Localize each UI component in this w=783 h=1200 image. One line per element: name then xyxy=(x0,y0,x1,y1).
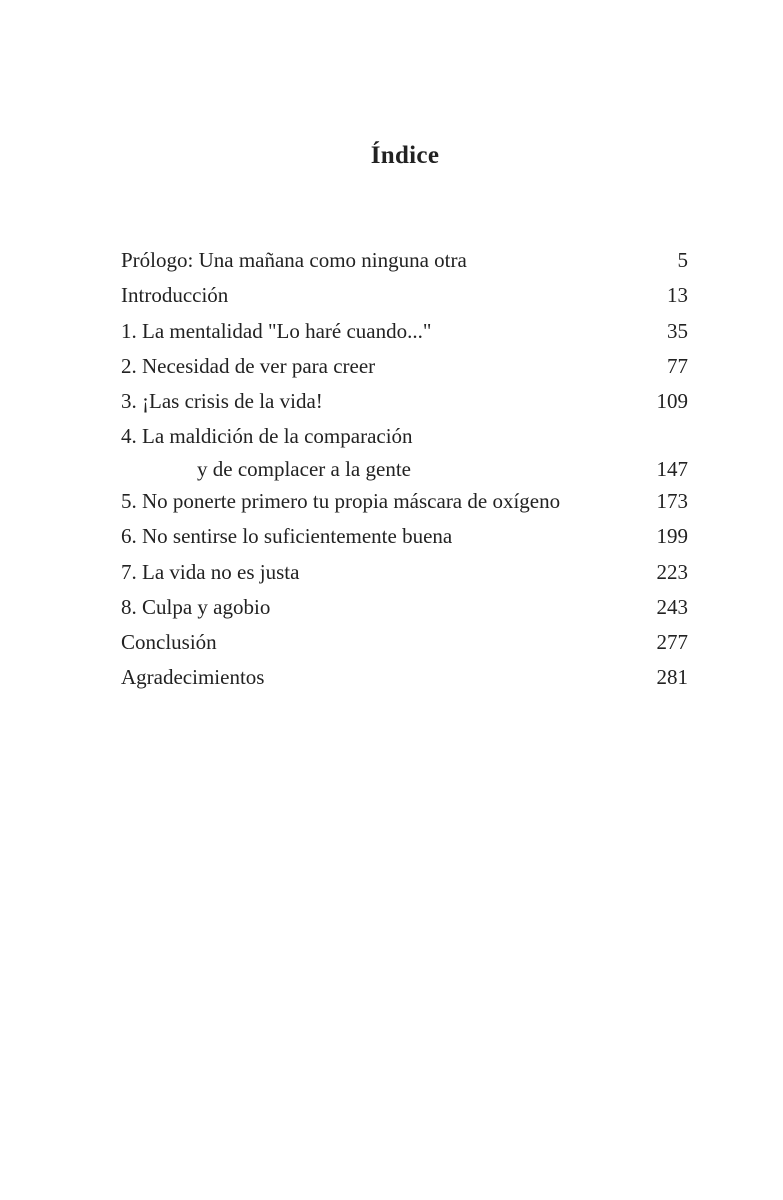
toc-entry-label: Agradecimientos xyxy=(121,665,265,690)
toc-entry xyxy=(121,484,688,519)
toc-entry-label: 1. La mentalidad "Lo haré cuando..." xyxy=(121,318,432,343)
toc-entry-label-continuation: y de complacer a la gente xyxy=(197,456,411,481)
toc-entry-label: Conclusión xyxy=(121,630,217,655)
toc-entry xyxy=(121,625,688,660)
toc-entry xyxy=(121,314,688,349)
toc-entry-label: Introducción xyxy=(121,283,229,308)
toc-entry-label: 4. La maldición de la comparación xyxy=(121,424,413,449)
toc-entry xyxy=(121,278,688,313)
toc-entry xyxy=(121,419,688,484)
toc-entry xyxy=(121,660,688,695)
toc-entry-label: Prólogo: Una mañana como ninguna otra xyxy=(121,248,467,272)
toc-entry-page: 243 xyxy=(656,594,688,619)
toc-entry xyxy=(121,384,688,419)
toc-entry-page: 5 xyxy=(677,248,688,272)
table-of-contents xyxy=(121,243,688,696)
toc-entry xyxy=(121,555,688,590)
toc-entry-page: 77 xyxy=(667,353,688,378)
toc-entry-page: 277 xyxy=(656,630,688,655)
page-title: Índice xyxy=(370,142,440,169)
toc-entry xyxy=(121,519,688,554)
toc-entry-page: 281 xyxy=(656,665,688,690)
toc-entry xyxy=(121,590,688,625)
toc-entry-label: 8. Culpa y agobio xyxy=(121,594,271,619)
toc-entry-page: 199 xyxy=(656,524,688,549)
toc-entry-page: 147 xyxy=(656,456,688,481)
toc-entry-page: 13 xyxy=(667,283,688,308)
toc-entry-label: 5. No ponerte primero tu propia máscara de oxígeno xyxy=(121,488,561,513)
toc-entry-label: 7. La vida no es justa xyxy=(121,559,300,584)
toc-entry-label: 2. Necesidad de ver para creer xyxy=(121,353,376,378)
toc-entry-page: 35 xyxy=(667,318,688,343)
toc-entry-page: 109 xyxy=(656,389,688,414)
toc-entry xyxy=(121,349,688,384)
toc-entry-label: 6. No sentirse lo suficientemente buena xyxy=(121,524,453,549)
toc-entry-label: 3. ¡Las crisis de la vida! xyxy=(121,389,323,414)
toc-entry-page: 223 xyxy=(656,559,688,584)
toc-entry xyxy=(121,243,688,278)
toc-entry-page: 173 xyxy=(656,488,688,513)
